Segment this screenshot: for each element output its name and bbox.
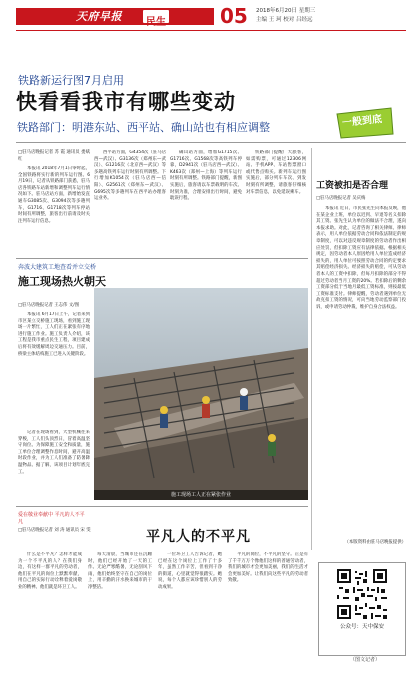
- lead-body-col4-text: 铁路部门提醒广大旅客，如需购票，可通过12306网站、手机APP、车站售票窗口或代售点购买。新列车运行图实施后，部分列车车次、到发时刻有所调整，请旅客仔细核对车票信息，以免延误乘车。: [246, 150, 306, 195]
- qr-caption: 公众号：天中保安: [339, 624, 384, 630]
- date-line-1: 2018年6月20日 星期三: [256, 8, 316, 14]
- stamp-graphic: [333, 104, 397, 142]
- side-headline: 工资被扣是否合理: [316, 181, 389, 191]
- side-body-text: 本报讯 近日，市民张先生向本报反映，他在某企业上班，单位以迟到、早退等名义扣除其工资。张先生认为单位的做法不合理，遂向本报求助。对此，记者咨询了相关律师。律师表示，用人单位依据劳动合同和依法制定的规章制度，可以对违反规章制度的劳动者作出相应处罚，但扣除工资应有法律依据。根据相关规定，因劳动者本人原因给用人单位造成经济损失的，用人单位可按照劳动合同的约定要求其赔偿经济损失。经济损失的赔偿，可从劳动者本人的工资中扣除，但每月扣除的部分不得超过劳动者当月工资的20%。若扣除后的剩余工资部分低于当地月最低工资标准，则按最低工资标准支付。律师提醒，劳动者遇到单位无故克扣工资的情况，可向当地劳动监察部门投诉，或申请劳动仲裁，维护自身合法权益。: [316, 206, 406, 310]
- construction-photo-image: [94, 288, 308, 500]
- bottom-kicker: 爱在敬业奉献中 平凡的人不平凡: [18, 512, 85, 525]
- bottom-col2: [88, 552, 152, 667]
- mid-byline: □驻马店晚报记者 王志伟 文/图: [18, 303, 80, 308]
- lead-body-col3: [170, 150, 242, 254]
- bottom-headline: 平凡人的不平凡: [146, 529, 251, 545]
- lead-headline: 快看看我市有哪些变动: [16, 90, 236, 114]
- qr-code-icon: [337, 569, 387, 619]
- bottom-col3-text: 一位环卫工人告诉记者，她已经在这个岗位上工作了十多年，虽然工作辛苦，但看到干净的街道，心里就觉得很踏实。她说，每个人都应该珍惜别人的劳动成果。: [158, 552, 222, 590]
- side-body: [316, 206, 406, 536]
- lead-byline: □驻马店晚报记者 苏 霞 通讯员 娄斌红: [18, 150, 90, 162]
- lead-body-col1: [18, 166, 90, 254]
- lead-body-col3-text: 确山站方面，增加G1715次、G1716次、G1568次等高铁列车停靠，D2941次（驻马店西—武汉）、K463次（郑州—上海）等列车运行时刻有所调整。铁路部门提醒，新图实施后，旅客请以车票载明的车次、时刻为准，合理安排出行时间，避免耽误行程。: [170, 150, 242, 202]
- qr-editor-note: （图文记者）: [350, 657, 381, 663]
- lead-body-col1-text: 本报讯 2018年7月1日零时起，全国铁路将实行新的列车运行图。6月19日，记者从铁路部门获悉，驻马店各铁路车站新增和调整列车运行情况如下。驻马店站方面，新增始发直通车G3085次、G3094次等多趟列车，G1716、G1718次等列车停站时间有所调整，旅客出行前请及时关注列车运行信息。: [18, 166, 90, 224]
- bottom-col4: [228, 552, 308, 667]
- lead-subheadline: 铁路部门：明港东站、西平站、确山站也有相应调整: [17, 121, 270, 134]
- mid-kicker: 奔波大建筑工地查看并立交桥: [18, 264, 97, 271]
- lead-kicker: 铁路新运行图7月启用: [18, 74, 124, 87]
- bottom-col1-text: 什么是不平凡？怎样才能成为一个不平凡的人？在我们身边，有这样一群平凡的劳动者，他们在平凡的岗位上默默奉献，用自己的实际行动诠释着爱岗敬业的精神。他们就是环卫工人。: [18, 552, 82, 590]
- lead-body-col4: [246, 150, 306, 254]
- bottom-divider: [16, 506, 308, 507]
- mid-headline: 施工现场热火朝天: [18, 275, 106, 288]
- qr-box: [318, 562, 406, 656]
- lead-body-col2-text: 西平站方面，G4354次（驻马店西—武汉）、G3136次（郑州东—武汉）、G1216次（北京西—武汉）等多趟高铁列车运行时刻有所调整。下行增加K1054次（驻马店西—信阳）、G2561次（郑州东—武汉）、G695次等多趟列车在西平站办理客运业务。: [94, 150, 166, 202]
- masthead-rule: [16, 30, 406, 31]
- mid-col2-text: 记者在现场看到，大型机械往来穿梭，工人们头顶烈日，冒着高温坚守岗位。为保障施工安全和质量，施工单位合理调整作息时间，避开高温时段作业，并为工人们准备了防暑降温物品。据了解，该项目计划年底完工。: [18, 430, 90, 475]
- lead-body-col2: [94, 150, 166, 254]
- section-label: 民生: [146, 17, 166, 28]
- paper-name: 天府早报: [76, 10, 122, 23]
- side-caption: （本版资料由驻马店晚报提供）: [344, 540, 406, 545]
- bottom-col3: [158, 552, 222, 667]
- section-tag: [143, 10, 169, 28]
- mid-col2: [18, 430, 90, 500]
- bottom-col4-text: 平凡的岗位，不平凡的坚守。正是有了千千万万个像他们这样的普通劳动者，我们的城市才会更加美丽，我们的生活才会更加美好。让我们向这些平凡的劳动者致敬。: [228, 552, 308, 584]
- mid-col1-text: 本报讯 6月17日上午，记者来到市区某立交桥施工现场，看到施工现场一片繁忙，工人们正在紧张有序地进行施工作业。施工负责人介绍，该工程是我市重点民生工程，项目建成后将有效缓解周边交通压力。目前，桥梁主体结构施工已进入关键阶段。: [18, 312, 90, 357]
- masthead: [0, 0, 415, 38]
- side-byline: □驻马店晚报记者 吴庆梅: [316, 196, 366, 201]
- date-line-2: 主编 王 珂 校对 吕经远: [256, 17, 313, 23]
- page-number: 05: [220, 4, 248, 28]
- stamp-text: 一般到底: [341, 113, 383, 130]
- bottom-col1: [18, 552, 82, 667]
- side-divider: [311, 148, 312, 550]
- photo-caption: 施工现场工人正在紧张作业: [94, 490, 308, 500]
- bottom-col2-text: 每天清晨，当城市还在沉睡时，他们已经开始了一天的工作。无论严寒酷暑，无论刮风下雨，他们始终坚守在自己的岗位上，用辛勤的汗水换来城市的干净整洁。: [88, 552, 152, 590]
- mid-divider: [16, 258, 308, 259]
- bottom-byline: □驻马店晚报记者 刘 涛 通讯员 宋 雯: [18, 528, 91, 533]
- construction-photo: [94, 288, 308, 500]
- lead-divider: [16, 142, 406, 143]
